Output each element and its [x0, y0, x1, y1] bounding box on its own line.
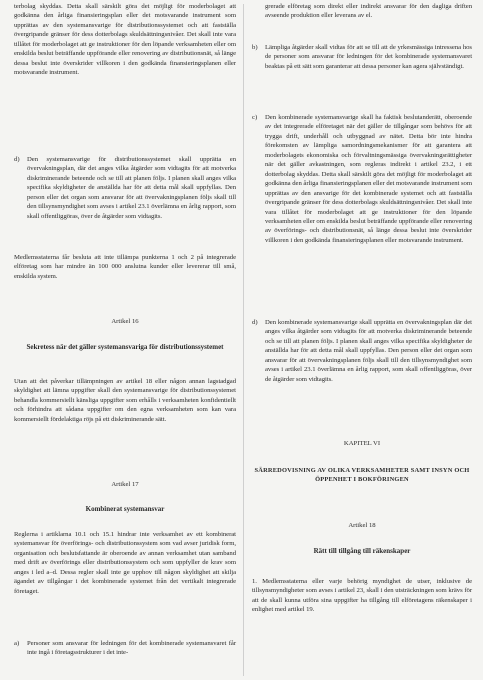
article-17-number: Artikel 17 [111, 481, 139, 488]
item-d-right-paragraph [252, 318, 472, 384]
chapter-title: SÄRREDOVISNING AV OLIKA VERKSAMHETER SAMT INSYN OCH ÖPPENHET I BOKFÖRINGEN [254, 467, 470, 484]
article-16-text: Utan att det påverkar tillämpningen av artikel 18 eller någon annan lagstadgad skyldighet att lämna uppgifter skall den systemansvarige för distributionssystemet behandla kommersiellt känsliga uppgifter som erhålls i verksamheten konfidentiellt och förhindra att sådana uppgifter om den egna verksamheten som kan vara kommersiellt fördelaktiga röjs på ett diskriminerande sätt. [14, 378, 236, 423]
item-c-text: Den kombinerade systemansvarige skall ha faktisk beslutanderätt, oberoende av det integrerade elföretaget när det gäller de tillgångar som behövs för att trygga drift, underhåll och utbyggnad av nätet. Detta bör inte hindra förekomsten av lämpliga samordningsmekanismer för att garantera att moderbolagets ekonomiska och förvaltningsmässiga övervakningsrättigheter när det gäller avkastningen, som regleras indirekt i artikel 23.2, i ett dotterbolag skyddas. Detta skall särskilt göra det möjligt för moderbolaget att godkänna den årliga finansieringsplanen eller det motsvarande instrument som upprättas av den ansvarige för det kombinerade systemet och att fastställa övergripande gränser för dess dotterbolags skuldsättningsnivåer. Det skall inte vara tillåtet för moderbolaget att ge instruktioner för den löpande verksamheten eller om enskilda beslut beträffande uppförande eller renovering av överförings- och distributionsnät, så länge dessa beslut inte överskrider villkoren i den godkända finansieringsplanen eller motsvarande instrument. [265, 114, 472, 244]
article-18-number: Artikel 18 [348, 522, 376, 529]
intro-text: terbolag skyddas. Detta skall särskilt göra det möjligt för moderbolaget att godkänna den årliga finansieringsplan eller det motsvarande instrument som upprättas av den systemansvarige för distributionssystemet och att fastställa övergripande gränser för dess dotterbolags skuldsättningsnivåer. Det skall inte vara tillåtet för moderbolaget att ge instruktioner för den löpande verksamheten eller om enskilda beslut beträffande uppförande eller renovering av distributionsnät, så länge dessa beslut inte överskrider villkoren i den godkända finansieringsplanen eller motsvarande instrument. [14, 3, 236, 77]
article-18-paragraph [252, 577, 472, 615]
article-16-title: Sekretess när det gäller systemansvariga för distributionssystemet [26, 343, 224, 351]
member-states-paragraph [14, 253, 236, 281]
item-c-paragraph [252, 113, 472, 245]
article-16-number: Artikel 16 [111, 318, 139, 325]
item-b-label: b) [252, 44, 258, 51]
item-d-right-label: d) [252, 319, 258, 326]
item-a-label: a) [14, 640, 20, 647]
article-18-text: 1. Medlemsstaterna eller varje behörig myndighet de utser, inklusive de tillsynsmyndigheter som avses i artikel 23, skall i den utsträckningen som krävs för att de skall kunna utföra sina uppgifter ha tillgång till elföretagens räkenskaper i enlighet med artikel 19. [252, 578, 472, 614]
chapter-number: KAPITEL VI [343, 440, 381, 447]
member-states-text: Medlemsstaterna får besluta att inte tillämpa punkterna 1 och 2 på integrerade elföretag som har mindre än 100 000 anslutna kunder eller levererar till små, enskilda system. [14, 254, 236, 280]
article-17-paragraph [14, 530, 236, 596]
continuation-paragraph [252, 2, 472, 21]
article-17-text: Reglerna i artiklarna 10.1 och 15.1 hindrar inte verksamhet av ett kombinerat systemansvar för överförings- och distributionssystem som vad avser juridisk form, organisation och beslutsfattande är oberoende av annan verksamhet utan samband med drift av överförings eller distributionssystem och som uppfyller de krav som anges i led a–d. Dessa regler skall inte ge upphov till någon skyldighet att skilja ägandet av tillgångar i det kombinerade systemet från det vertikalt integrerade företaget. [14, 531, 236, 595]
item-b-paragraph [252, 43, 472, 71]
article-17-item-a [14, 639, 236, 658]
article-16-paragraph [14, 377, 236, 424]
article-18-title: Rätt till tillgång till räkenskaper [313, 547, 411, 555]
continuation-text: grerade elföretag som direkt eller indirekt ansvarar för den dagliga driften avseende produktion eller leverans av el. [265, 3, 472, 20]
item-d-label: d) [14, 156, 20, 163]
item-b-text: Lämpliga åtgärder skall vidtas för att se till att de yrkesmässiga intressena hos de personer som ansvarar för ledningen för det kombinerade systemansvaret beaktas på ett sätt som garanterar att dessa personer kan agera självständigt. [265, 44, 472, 70]
article-17-title: Kombinerat systemansvar [85, 505, 165, 513]
item-c-label: c) [252, 114, 258, 121]
item-a-text: Personer som ansvarar för ledningen för det kombinerade systemansvaret får inte ingå i företagsstrukturer i det inte- [27, 640, 236, 657]
intro-paragraph [14, 2, 236, 78]
item-d-text: Den systemansvarige för distributionssystemet skall upprätta en övervakningsplan, där det anges vilka åtgärder som vidtagits för att motverka diskriminerande beteende och se till att planen följs. I planen skall anges vilka specifika skyldigheter de anställda har för att detta mål skall uppfyllas. Den person eller det organ som ansvarar för att övervakningsplanen följs skall till den tillsynsmyndighet som avses i artikel 23.1 överlämna en årlig rapport, som skall offentliggöras, över de åtgärder som vidtagits. [27, 156, 236, 220]
item-d-right-text: Den kombinerade systemansvarige skall upprätta en övervakningsplan där det anges vilka åtgärder som vidtagits för att motverka diskriminerande beteende och se till att planen följs. I planen skall anges vilka specifika skyldigheter de anställda har för att detta mål skall uppfyllas. Den person eller det organ som ansvarar för att övervakningsplanen följs skall till den tillsynsmyndighet som avses i artikel 23.1 överlämna en årlig rapport, som skall offentliggöras, över de åtgärder som vidtagits. [265, 319, 472, 383]
item-d-paragraph [14, 155, 236, 221]
column-divider [243, 4, 244, 676]
